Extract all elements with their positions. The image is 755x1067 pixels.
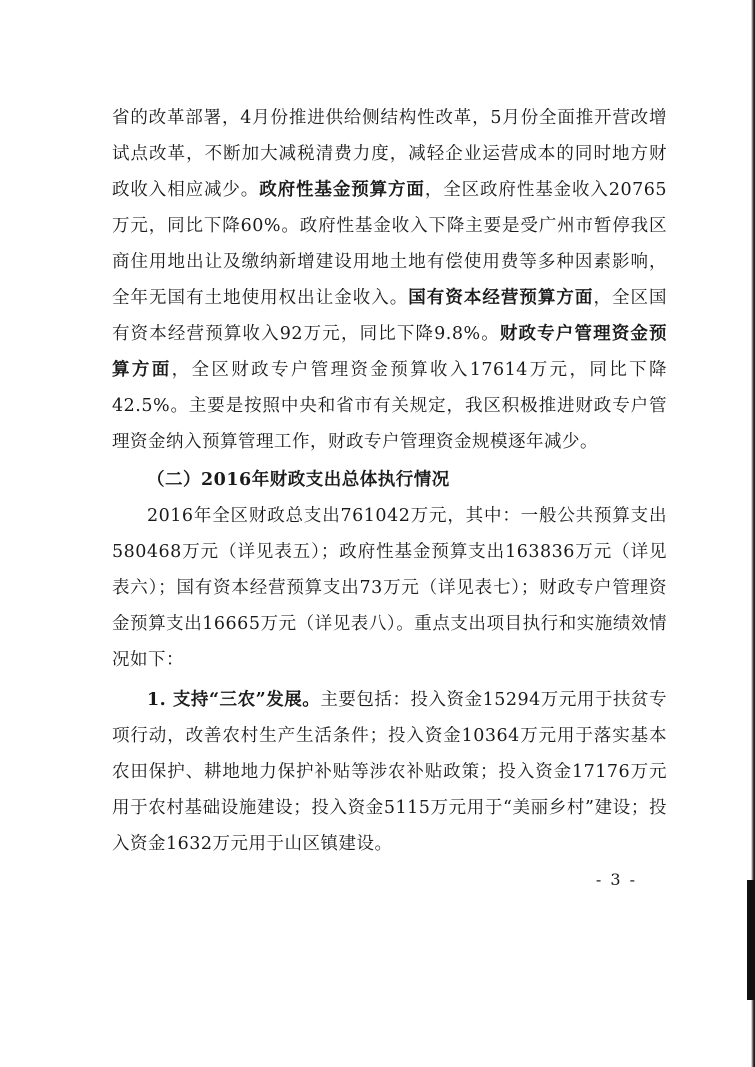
section-heading: （二）2016年财政支出总体执行情况: [147, 470, 450, 490]
bold-term-special-account: 财政专户管理资金预算方面: [112, 324, 668, 380]
paragraph-revenue-summary: [112, 100, 667, 460]
bold-term-government-fund: 政府性基金预算方面: [259, 180, 425, 200]
paragraph-text: 省的改革部署，4月份推进供给侧结构性改革，5月份全面推开营改增试点改革，不断加大减税清费力度，减轻企业运营成本的同时地方财政收入相应减少。: [112, 108, 667, 200]
bold-term-state-capital: 国有资本经营预算方面: [408, 288, 594, 308]
list-item-agriculture: [112, 682, 667, 862]
scan-edge-dark-strip: [747, 880, 755, 1000]
document-body: [112, 100, 667, 862]
paragraph-text: ，全区财政专户管理资金预算收入17614万元，同比下降42.5%。主要是按照中央和省市有关规定，我区积极推进财政专户管理资金纳入预算管理工作，财政专户管理资金规模逐年减少。: [112, 360, 668, 452]
item-title: 1. 支持“三农”发展。: [147, 690, 321, 710]
paragraph-text: ，全区国有资本经营预算收入92万元，同比下降9.8%。: [112, 288, 668, 344]
item-text: 主要包括：投入资金15294万元用于扶贫专项行动，改善农村生产生活条件；投入资金10364万元用于落实基本农田保护、耕地地力保护补贴等涉农补贴政策；投入资金17176万元用于农村基础设施建设；投入资金5115万元用于“美丽乡村”建设；投入资金1632万元用于山区镇建设。: [112, 690, 667, 854]
paragraph-expenditure-summary: 2016年全区财政总支出761042万元，其中：一般公共预算支出580468万元（详见表五）；政府性基金预算支出163836万元（详见表六）；国有资本经营预算支出73万元（详见表七）；财政专户管理资金预算支出16665万元（详见表八）。重点支出项目执行和实施绩效情况如下：: [112, 506, 667, 670]
paragraph-text: ，全区政府性基金收入20765万元，同比下降60%。政府性基金收入下降主要是受广州市暂停我区商住用地出让及缴纳新增建设用地土地有偿使用费等多种因素影响，全年无国有土地使用权出让金收入。: [112, 180, 668, 308]
page-number: - 3 -: [595, 870, 637, 889]
